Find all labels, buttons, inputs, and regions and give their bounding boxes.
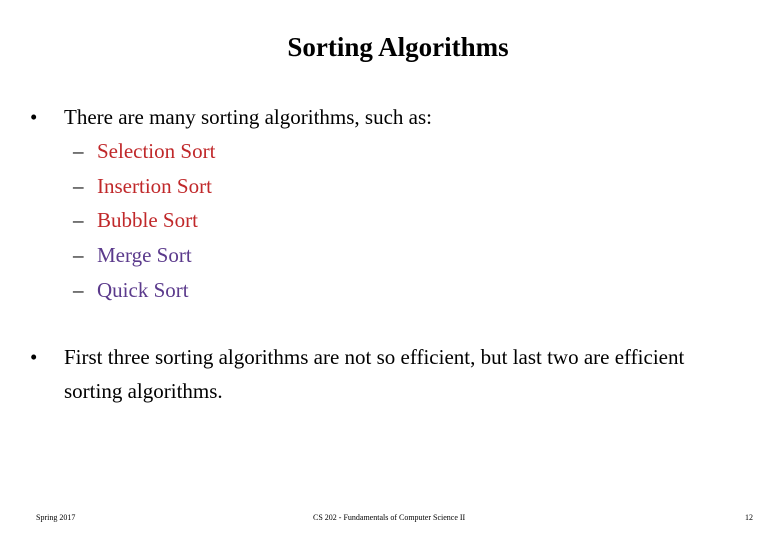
sorting-algorithm-list [73, 134, 215, 308]
algorithm-name: Quick Sort [97, 277, 189, 302]
list-item [73, 238, 215, 273]
list-item [73, 273, 215, 308]
dash-icon: – [73, 173, 84, 198]
algorithm-name: Merge Sort [97, 243, 192, 268]
list-item [73, 203, 215, 238]
algorithm-name: Selection Sort [97, 139, 216, 163]
page-number: 12 [745, 513, 753, 522]
list-item [73, 134, 215, 169]
bullet-text: First three sorting algorithms are not so efficient, but last two are efficient sorting algorithms. [64, 345, 685, 403]
algorithm-name: Insertion Sort [97, 173, 212, 198]
slide-title: Sorting Algorithms [287, 32, 509, 62]
bullet-text: There are many sorting algorithms, such as: [64, 105, 432, 129]
bullet-item [30, 340, 704, 408]
dash-icon: – [73, 139, 84, 163]
bullet-icon: • [30, 105, 38, 129]
bullet-item [30, 100, 704, 134]
bullet-icon: • [30, 345, 38, 369]
algorithm-name: Bubble Sort [97, 208, 198, 233]
dash-icon: – [73, 208, 84, 233]
footer-date: Spring 2017 [36, 513, 76, 522]
footer-course: CS 202 - Fundamentals of Computer Science II [313, 513, 466, 522]
list-item [73, 169, 215, 204]
dash-icon: – [73, 243, 84, 268]
dash-icon: – [73, 277, 84, 302]
